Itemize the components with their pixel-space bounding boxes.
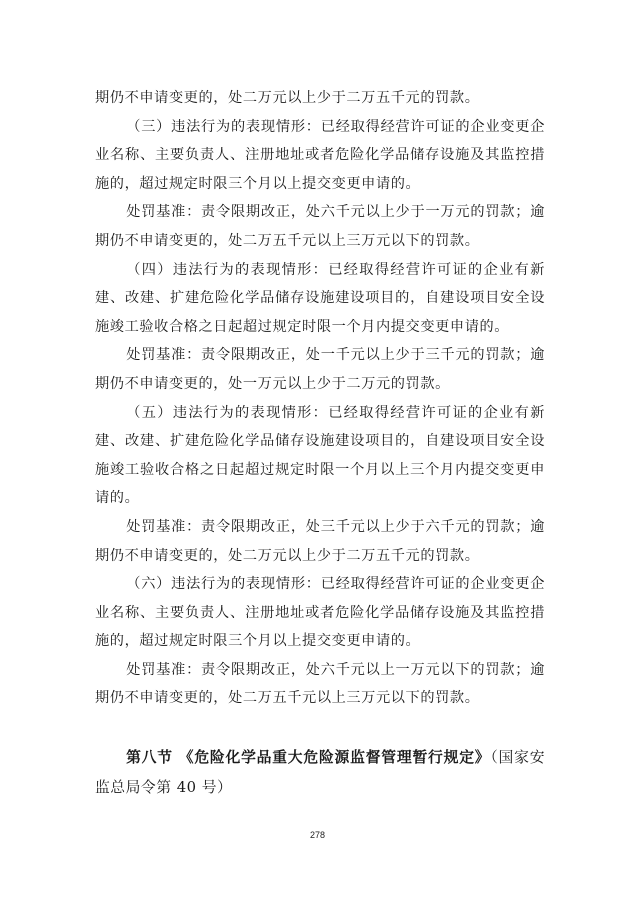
paragraph-penalty-4: 处罚基准：责令限期改正，处一千元以上少于三千元的罚款；逾期仍不申请变更的，处一万元以上少于二万元的罚款。 <box>95 347 545 392</box>
paragraph-violation-3: （三）违法行为的表现情形：已经取得经营许可证的企业变更企业名称、主要负责人、注册地址或者危险化学品储存设施及其监控措施的，超过规定时限三个月以上提交变更申请的。 <box>95 118 545 192</box>
paragraph-violation-6: （六）违法行为的表现情形：已经取得经营许可证的企业变更企业名称、主要负责人、注册地址或者危险化学品储存设施及其监控措施的，超过规定时限三个月以上提交变更申请的。 <box>95 576 545 650</box>
page-number: 278 <box>309 830 326 840</box>
paragraph-penalty-3: 处罚基准：责令限期改正，处六千元以上少于一万元的罚款；逾期仍不申请变更的，处二万五千元以上三万元以下的罚款。 <box>95 204 545 249</box>
section-heading-source: （国家安监总局令第 40 号） <box>95 749 545 797</box>
paragraph-penalty-6: 处罚基准：责令限期改正，处六千元以上一万元以下的罚款；逾期仍不申请变更的，处二万五千元以上三万元以下的罚款。 <box>95 661 545 707</box>
document-body <box>95 84 545 803</box>
section-heading-label: 第八节 《危险化学品重大危险源监督管理暂行规定》 <box>126 749 491 767</box>
paragraph-continuation: 期仍不申请变更的，处二万元以上少于二万五千元的罚款。 <box>95 90 480 106</box>
paragraph-violation-5: （五）违法行为的表现情形：已经取得经营许可证的企业有新建、改建、扩建危险化学品储存设施建设项目的，自建设项目安全设施竣工验收合格之日起超过规定时限一个月以上三个月内提交变更申请的。 <box>95 404 545 507</box>
paragraph-violation-4: （四）违法行为的表现情形：已经取得经营许可证的企业有新建、改建、扩建危险化学品储存设施建设项目的，自建设项目安全设施竣工验收合格之日起超过规定时限一个月内提交变更申请的。 <box>95 261 545 335</box>
paragraph-penalty-5: 处罚基准：责令限期改正，处三千元以上少于六千元的罚款；逾期仍不申请变更的，处二万元以上少于二万五千元的罚款。 <box>95 518 545 564</box>
section-heading <box>95 743 545 803</box>
